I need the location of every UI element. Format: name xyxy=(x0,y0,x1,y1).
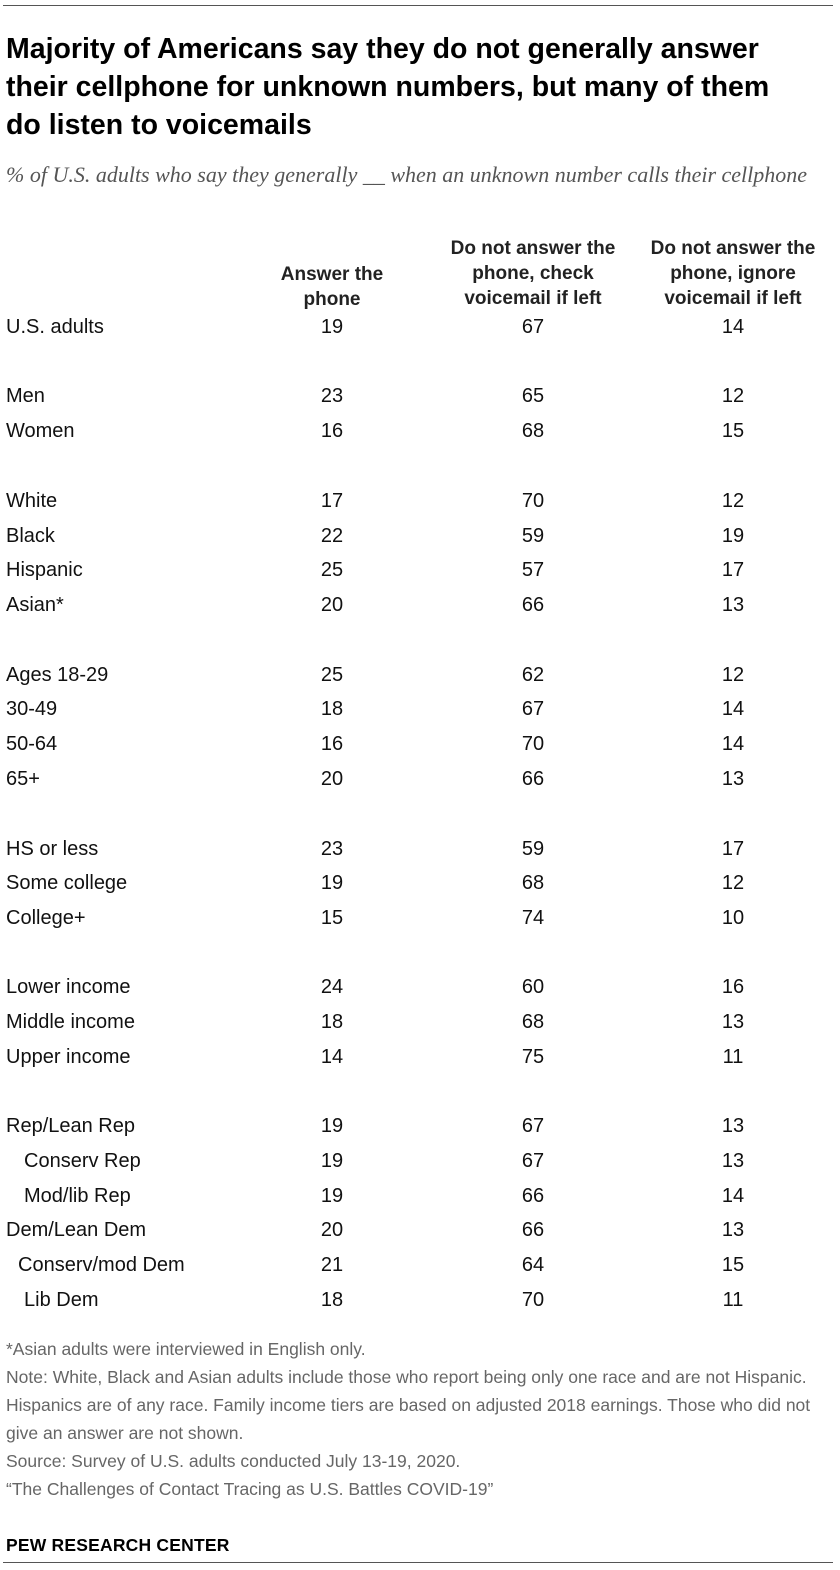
value-cell: 19 xyxy=(320,1150,344,1172)
column-header-answer xyxy=(252,262,412,312)
column-header-line: phone, check xyxy=(472,263,594,284)
value-cell: 21 xyxy=(320,1254,344,1276)
row-label: Some college xyxy=(6,872,128,894)
row-label: Conserv/mod Dem xyxy=(18,1254,185,1276)
row-label: Hispanic xyxy=(6,559,83,581)
value-cell: 14 xyxy=(721,733,745,755)
row-label: College+ xyxy=(6,907,86,929)
row-label: Dem/Lean Dem xyxy=(6,1219,147,1241)
table-row xyxy=(0,521,840,551)
column-header-line: Do not answer the xyxy=(650,238,816,259)
value-cell: 13 xyxy=(721,1115,745,1137)
column-header-check-voicemail xyxy=(430,236,636,311)
value-cell: 65 xyxy=(521,385,545,407)
value-cell: 16 xyxy=(320,733,344,755)
row-label: Men xyxy=(6,385,45,407)
value-cell: 74 xyxy=(521,907,545,929)
value-cell: 70 xyxy=(521,490,545,512)
column-header-line: phone xyxy=(303,289,361,310)
value-cell: 70 xyxy=(521,733,545,755)
column-header-ignore-voicemail xyxy=(630,236,836,311)
value-cell: 66 xyxy=(521,1185,545,1207)
value-cell: 13 xyxy=(721,1219,745,1241)
value-cell: 62 xyxy=(521,664,545,686)
column-header-line: voicemail if left xyxy=(464,288,602,309)
value-cell: 12 xyxy=(721,385,745,407)
value-cell: 17 xyxy=(721,838,745,860)
table-row xyxy=(0,972,840,1002)
value-cell: 17 xyxy=(721,559,745,581)
value-cell: 24 xyxy=(320,976,344,998)
row-label: HS or less xyxy=(6,838,99,860)
value-cell: 70 xyxy=(521,1289,545,1311)
value-cell: 68 xyxy=(521,420,545,442)
value-cell: 64 xyxy=(521,1254,545,1276)
row-label: 50-64 xyxy=(6,733,58,755)
report-title: “The Challenges of Contact Tracing as U.S. Battles COVID-19” xyxy=(6,1479,494,1499)
chart-subtitle: % of U.S. adults who say they generally __ when an unknown number calls their cellphone xyxy=(6,162,808,187)
table-row xyxy=(0,312,840,342)
table-row xyxy=(0,590,840,620)
value-cell: 25 xyxy=(320,664,344,686)
value-cell: 19 xyxy=(320,316,344,338)
value-cell: 13 xyxy=(721,768,745,790)
source-text: Source: Survey of U.S. adults conducted July 13-19, 2020. xyxy=(6,1451,461,1471)
value-cell: 67 xyxy=(521,698,545,720)
value-cell: 67 xyxy=(521,316,545,338)
value-cell: 12 xyxy=(721,664,745,686)
column-header-line: Do not answer the xyxy=(450,238,616,259)
bottom-rule xyxy=(3,1562,833,1563)
value-cell: 12 xyxy=(721,872,745,894)
value-cell: 15 xyxy=(721,1254,745,1276)
value-cell: 11 xyxy=(722,1046,744,1068)
value-cell: 18 xyxy=(320,698,344,720)
table-row xyxy=(0,1042,840,1072)
chart-title: Majority of Americans say they do not generally answer their cellphone for unknown numbers, but many of them do listen to voicemails xyxy=(6,33,770,141)
table-row xyxy=(0,660,840,690)
value-cell: 13 xyxy=(721,1150,745,1172)
top-rule xyxy=(3,5,833,6)
row-label: Lower income xyxy=(6,976,131,998)
brand-logo-text: PEW RESEARCH CENTER xyxy=(6,1535,230,1555)
value-cell: 14 xyxy=(721,316,745,338)
value-cell: 15 xyxy=(320,907,344,929)
value-cell: 22 xyxy=(320,525,344,547)
value-cell: 16 xyxy=(320,420,344,442)
row-label: Mod/lib Rep xyxy=(24,1185,131,1207)
value-cell: 20 xyxy=(320,1219,344,1241)
column-header-line: voicemail if left xyxy=(664,288,802,309)
row-label: Upper income xyxy=(6,1046,131,1068)
value-cell: 14 xyxy=(721,698,745,720)
table-row xyxy=(0,694,840,724)
table-row xyxy=(0,729,840,759)
row-label: Conserv Rep xyxy=(24,1150,141,1172)
table-row xyxy=(0,1285,840,1315)
row-label: White xyxy=(6,490,58,512)
row-label: Black xyxy=(6,525,55,547)
row-label: Lib Dem xyxy=(24,1289,99,1311)
value-cell: 23 xyxy=(320,385,344,407)
table-row xyxy=(0,1250,840,1280)
table-row xyxy=(0,1007,840,1037)
value-cell: 59 xyxy=(521,525,545,547)
row-label: 65+ xyxy=(6,768,40,790)
value-cell: 19 xyxy=(320,872,344,894)
table-row xyxy=(0,903,840,933)
value-cell: 19 xyxy=(320,1115,344,1137)
row-label: Asian* xyxy=(6,594,64,616)
value-cell: 57 xyxy=(521,559,545,581)
value-cell: 19 xyxy=(320,1185,344,1207)
table-row xyxy=(0,416,840,446)
notes xyxy=(6,1335,831,1503)
value-cell: 13 xyxy=(721,594,745,616)
value-cell: 23 xyxy=(320,838,344,860)
value-cell: 14 xyxy=(721,1185,745,1207)
value-cell: 18 xyxy=(320,1289,344,1311)
row-label: Rep/Lean Rep xyxy=(6,1115,135,1137)
value-cell: 20 xyxy=(320,594,344,616)
note-text: Note: White, Black and Asian adults include those who report being only one race and are not Hispanic. Hispanics are of any race. Family income tiers are based on adjusted 2018 earnings. Those who did not give an answer are not shown. xyxy=(6,1367,811,1443)
table-row xyxy=(0,1215,840,1245)
table-row xyxy=(0,1111,840,1141)
value-cell: 20 xyxy=(320,768,344,790)
row-label: Middle income xyxy=(6,1011,135,1033)
row-label: Women xyxy=(6,420,75,442)
value-cell: 66 xyxy=(521,594,545,616)
footnote-asian: *Asian adults were interviewed in English only. xyxy=(6,1339,366,1359)
row-label: U.S. adults xyxy=(6,316,104,338)
value-cell: 67 xyxy=(521,1115,545,1137)
value-cell: 25 xyxy=(320,559,344,581)
value-cell: 68 xyxy=(521,1011,545,1033)
value-cell: 68 xyxy=(521,872,545,894)
table-row xyxy=(0,764,840,794)
value-cell: 60 xyxy=(521,976,545,998)
value-cell: 12 xyxy=(721,490,745,512)
value-cell: 14 xyxy=(320,1046,344,1068)
value-cell: 67 xyxy=(521,1150,545,1172)
table-row xyxy=(0,486,840,516)
value-cell: 11 xyxy=(722,1289,744,1311)
table-row xyxy=(0,1181,840,1211)
table-row xyxy=(0,381,840,411)
column-header-line: Answer the xyxy=(280,264,384,285)
table-row xyxy=(0,555,840,585)
value-cell: 16 xyxy=(721,976,745,998)
value-cell: 15 xyxy=(721,420,745,442)
value-cell: 13 xyxy=(721,1011,745,1033)
value-cell: 18 xyxy=(320,1011,344,1033)
value-cell: 66 xyxy=(521,768,545,790)
value-cell: 66 xyxy=(521,1219,545,1241)
row-label: Ages 18-29 xyxy=(6,664,109,686)
table-row xyxy=(0,834,840,864)
value-cell: 75 xyxy=(521,1046,545,1068)
value-cell: 10 xyxy=(721,907,745,929)
table-row xyxy=(0,1146,840,1176)
row-label: 30-49 xyxy=(6,698,58,720)
value-cell: 59 xyxy=(521,838,545,860)
column-header-line: phone, ignore xyxy=(670,263,796,284)
value-cell: 17 xyxy=(320,490,344,512)
table-row xyxy=(0,868,840,898)
value-cell: 19 xyxy=(721,525,745,547)
